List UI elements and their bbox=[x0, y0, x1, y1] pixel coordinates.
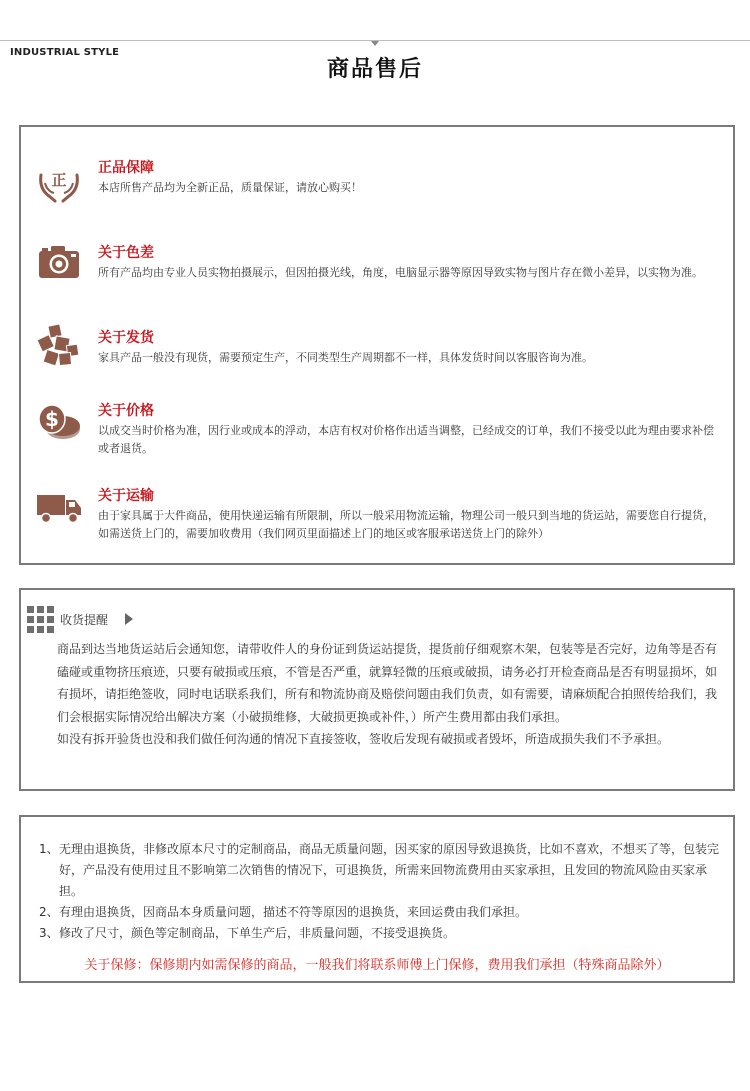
policy-title: 关于运输 bbox=[98, 488, 154, 504]
list-item bbox=[39, 923, 729, 944]
policy-title: 关于色差 bbox=[98, 245, 154, 261]
notice-label: 收货提醒 bbox=[60, 613, 109, 627]
policy-desc: 以成交当时价格为准，因行业或成本的浮动，本店有权对价格作出适当调整，已经成交的订单，我们不接受以此为理由要求补偿或者退货。 bbox=[98, 424, 714, 455]
returns-panel bbox=[19, 815, 735, 983]
policy-desc: 家具产品一般没有现货，需要预定生产，不同类型生产周期都不一样，具体发货时间以客服咨询为准。 bbox=[98, 351, 593, 364]
caret-down-icon bbox=[371, 41, 379, 46]
list-text: 修改了尺寸，颜色等定制商品，下单生产后，非质量问题，不接受退换货。 bbox=[59, 926, 456, 940]
delivery-truck-icon bbox=[35, 487, 83, 527]
repair-note: 关于保修：保修期内如需保修的商品，一般我们将联系师傅上门保修，费用我们承担（特殊商品除外） bbox=[84, 958, 670, 973]
policy-title: 关于价格 bbox=[98, 403, 154, 419]
brand-label: INDUSTRIAL STYLE bbox=[10, 47, 120, 58]
list-item bbox=[39, 902, 729, 923]
list-item bbox=[39, 839, 729, 902]
genuine-glyph: 正 bbox=[51, 171, 67, 189]
policy-desc: 所有产品均由专业人员实物拍摄展示，但因拍摄光线，角度，电脑显示器等原因导致实物与图片存在微小差异，以实物为准。 bbox=[98, 266, 703, 279]
dollar-coin-icon bbox=[35, 402, 83, 442]
notice-paragraph: 商品到达当地货运站后会通知您，请带收件人的身份证到货运站提货，提货前仔细观察木架，包装等是否完好，边角等是否有磕碰或重物挤压痕迹，只要有破损或压痕，不管是否严重，就算轻微的压痕或破损，请务必打开检查商品是否有明显损坏，如有损坏，请拒绝签收，同时电话联系我们，所有和物流协商及赔偿问题由我们负责，如有需要，请麻烦配合拍照传给我们，我们会根据实际情况给出解决方案（小破损维修，大破损更换或补件，）所产生费用都由我们承担。 bbox=[57, 642, 718, 724]
grid-icon bbox=[27, 606, 54, 633]
receipt-notice-panel bbox=[19, 588, 735, 791]
list-number: 3、 bbox=[39, 926, 59, 940]
notice-header bbox=[27, 604, 227, 632]
dollar-glyph: $ bbox=[45, 407, 59, 431]
page-title: 商品售后 bbox=[326, 57, 423, 82]
arrow-right-icon bbox=[125, 613, 133, 625]
boxes-icon bbox=[35, 323, 83, 369]
policy-desc: 由于家具属于大件商品，使用快递运输有所限制，所以一般采用物流运输，物理公司一般只到当地的货运站，需要您自行提货，如需送货上门的，需要加收费用（我们网页里面描述上门的地区或客服承诺送货上门的除外） bbox=[98, 509, 714, 540]
list-text: 有理由退换货，因商品本身质量问题，描述不符等原因的退换货，来回运费由我们承担。 bbox=[59, 905, 528, 919]
camera-icon bbox=[35, 242, 83, 282]
notice-text bbox=[57, 638, 725, 751]
returns-list bbox=[39, 839, 729, 944]
genuine-hands-icon bbox=[35, 163, 83, 203]
list-number: 2、 bbox=[39, 905, 59, 919]
policy-title: 正品保障 bbox=[98, 160, 154, 176]
policy-desc: 本店所售产品均为全新正品，质量保证，请放心购买！ bbox=[98, 181, 362, 194]
list-text: 无理由退换货，非修改原本尺寸的定制商品，商品无质量问题，因买家的原因导致退换货，比如不喜欢，不想买了等，包装完好，产品没有使用过且不影响第二次销售的情况下，可退换货，所需来回物流费用由买家承担，且发回的物流风险由买家承担。 bbox=[59, 842, 720, 898]
list-number: 1、 bbox=[39, 842, 59, 856]
notice-paragraph: 如没有拆开验货也没和我们做任何沟通的情况下直接签收，签收后发现有破损或者毁坏，所造成损失我们不予承担。 bbox=[57, 732, 670, 746]
policies-panel bbox=[19, 125, 735, 565]
policy-title: 关于发货 bbox=[98, 330, 154, 346]
